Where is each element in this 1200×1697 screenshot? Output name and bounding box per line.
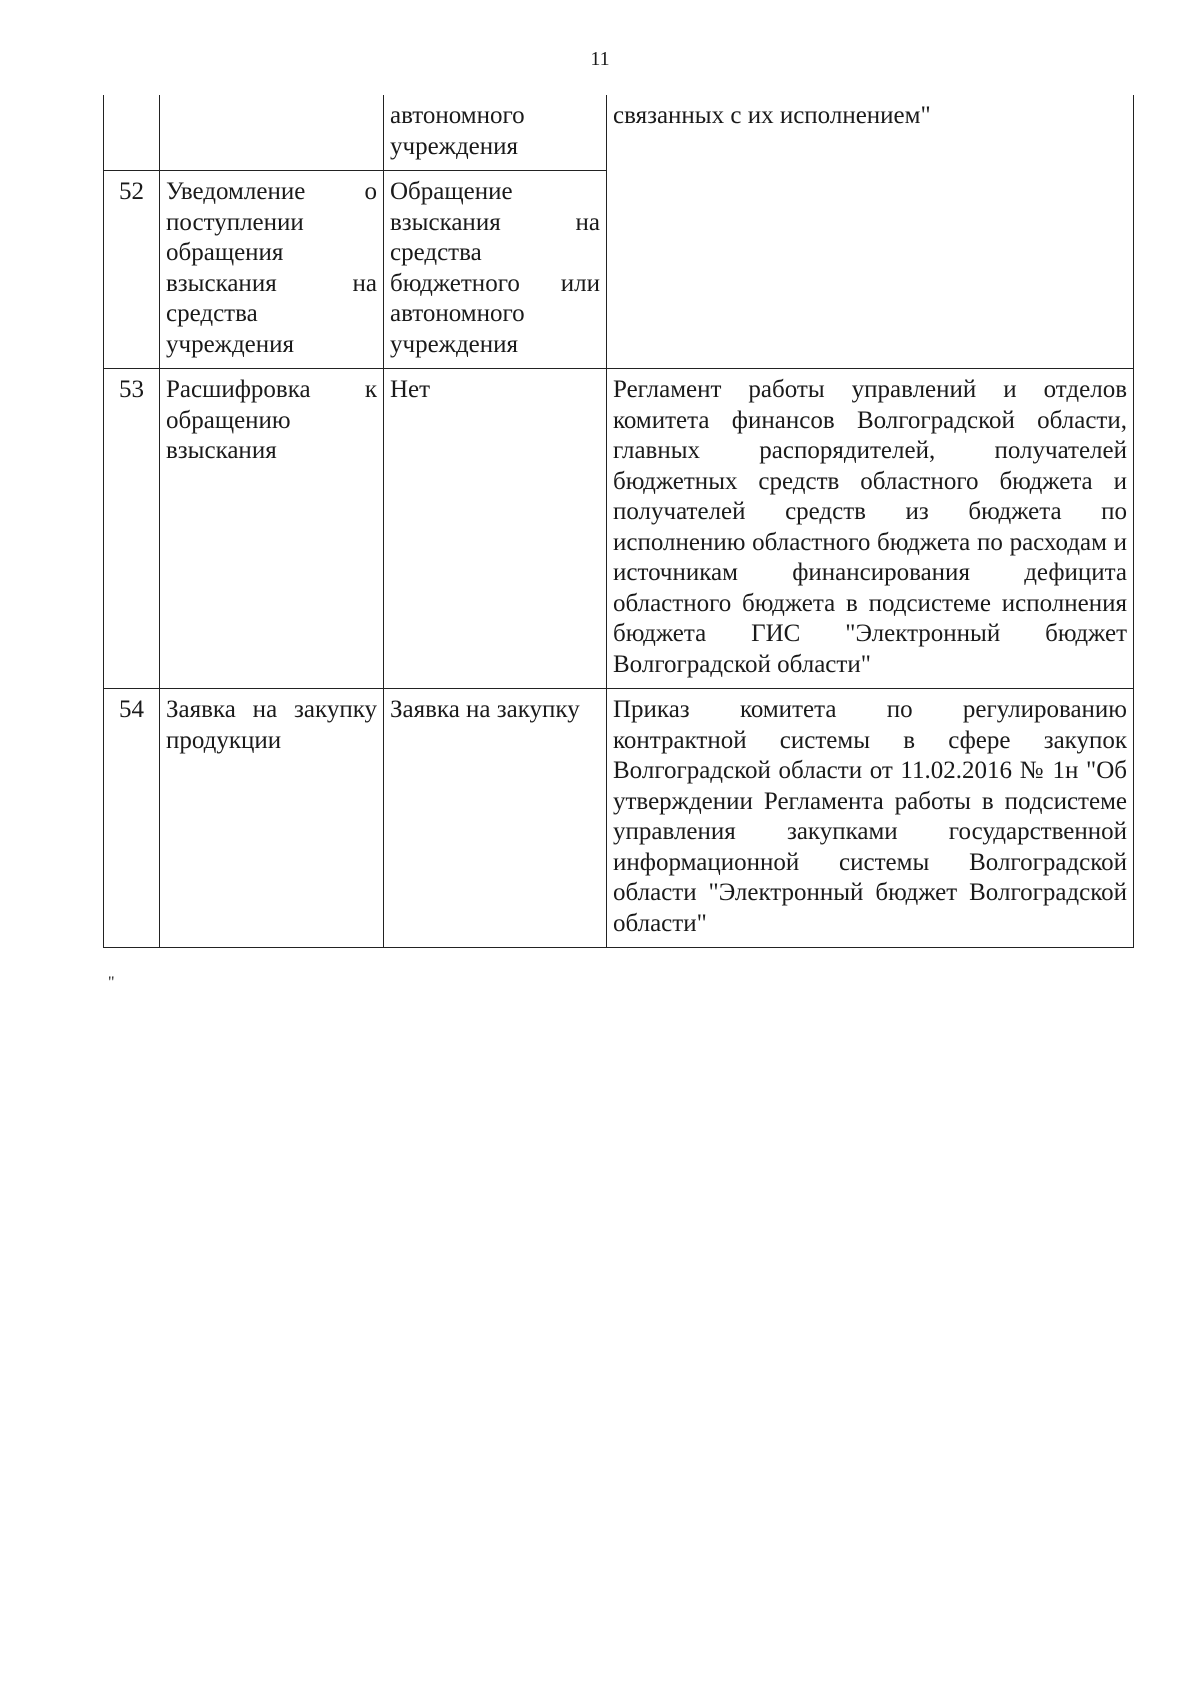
row-number: 53: [104, 369, 160, 689]
row-document: Заявка на закупку: [384, 689, 607, 948]
row-basis: Приказ комитета по регулированию контрактной системы в сфере закупок Волгоградской области от 11.02.2016 № 1н "Об утверждении Регламента работы в подсистеме управления закупками государственной информационной системы Волгоградской области "Электронный бюджет Волгоградской области": [607, 689, 1134, 948]
page-number: 11: [590, 48, 610, 70]
table-row: [104, 171, 1134, 369]
table-row: [104, 369, 1134, 689]
row-number: 52: [104, 171, 160, 369]
closing-quote-mark: ": [108, 974, 115, 991]
table-cell-num: [104, 95, 160, 171]
row-name: Заявка на закупку продукции: [160, 689, 384, 948]
table-cell-basis: связанных с их исполнением": [607, 95, 1134, 171]
row-name: Уведомление о поступлении обращения взыскания на средства учреждения: [160, 171, 384, 369]
table-row-continuation: [104, 95, 1134, 171]
row-basis: Регламент работы управлений и отделов комитета финансов Волгоградской области, главных распорядителей, получателей бюджетных средств областного бюджета и получателей средств из бюджета по исполнению областного бюджета по расходам и источникам финансирования дефицита областного бюджета в подсистеме исполнения бюджета ГИС "Электронный бюджет Волгоградской области": [607, 369, 1134, 689]
row-document: Нет: [384, 369, 607, 689]
table-cell-document: автономного учреждения: [384, 95, 607, 171]
row-number: 54: [104, 689, 160, 948]
row-document: Обращение взыскания на средства бюджетного или автономного учреждения: [384, 171, 607, 369]
row-name: Расшифровка к обращению взыскания: [160, 369, 384, 689]
table-cell-name: [160, 95, 384, 171]
table-row: [104, 689, 1134, 948]
document-table: [103, 95, 1134, 948]
row-basis: [607, 171, 1134, 369]
